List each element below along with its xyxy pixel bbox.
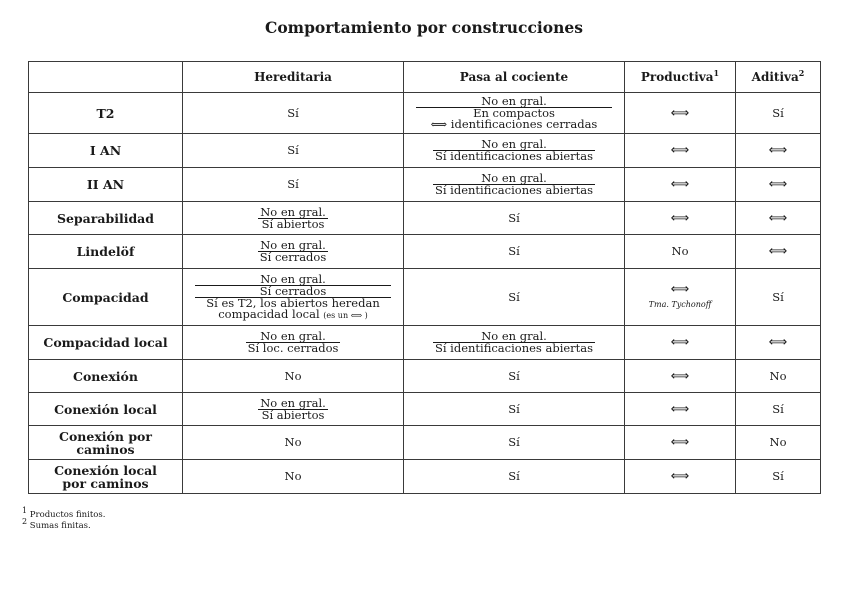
cell-compacidad-local-cociente-bot: Sí identificaciones abiertas [434,341,594,355]
header-productiva [625,62,736,93]
cell-compacidad-hereditaria-top: No en gral. [195,274,391,286]
cell-separabilidad-hereditaria-top: No en gral. [260,204,326,219]
row-label-compacidad: Compacidad [29,269,183,326]
header-productiva-label: Productiva [640,69,714,84]
cell-compacidad-local-cociente [404,326,625,360]
cell-conexion-caminos-cociente: Sí [404,426,625,460]
cell-compacidad-hereditaria-bot1: Sí es T2, los abiertos heredan [206,295,380,310]
cell-compacidad-local-productiva: ⟺ [625,326,736,360]
cell-ian-cociente-bot: Sí identificaciones abiertas [434,149,594,163]
cell-compacidad-local-cociente-top: No en gral. [433,331,595,343]
cell-conexion-caminos-aditiva: No [736,426,821,460]
cell-conexion-local-productiva: ⟺ [625,393,736,426]
corner-cell [29,62,183,93]
cell-conexion-local-hereditaria-bot: Sí abiertos [261,407,325,422]
row-label-lindelof: Lindelöf [29,235,183,269]
cell-lindelof-aditiva: ⟺ [736,235,821,269]
cell-iian-aditiva: ⟺ [736,168,821,202]
cell-lindelof-cociente: Sí [404,235,625,269]
table-row-ian [29,134,821,168]
row-label-conexion-local-caminos-line2: por caminos [62,475,149,491]
cell-ian-productiva: ⟺ [625,134,736,168]
cell-conexion-caminos-hereditaria: No [183,426,404,460]
cell-lindelof-hereditaria-top: No en gral. [258,240,329,252]
header-aditiva-label: Aditiva [751,69,799,84]
cell-ian-aditiva: ⟺ [736,134,821,168]
properties-table [28,61,821,494]
row-label-conexion-local-caminos [29,460,183,494]
table-row-conexion [29,360,821,393]
cell-conexion-local-cociente: Sí [404,393,625,426]
table-row-lindelof [29,235,821,269]
footnote-1-text: Productos finitos. [29,510,106,520]
cell-compacidad-hereditaria-mid: Sí cerrados [195,286,391,298]
header-cociente: Pasa al cociente [404,62,625,93]
cell-lindelof-hereditaria [183,235,404,269]
cell-separabilidad-hereditaria [183,202,404,235]
cell-compacidad-aditiva: Sí [736,269,821,326]
table-row-conexion-caminos [29,426,821,460]
cell-compacidad-local-hereditaria [183,326,404,360]
cell-conexion-hereditaria: No [183,360,404,393]
row-label-ian: I AN [29,134,183,168]
cell-conexion-aditiva: No [736,360,821,393]
row-label-conexion: Conexión [29,360,183,393]
row-label-conexion-caminos-line1: Conexión por [59,428,152,444]
footnote-1 [22,506,106,521]
cell-conexion-local-aditiva: Sí [736,393,821,426]
cell-conexion-local-hereditaria [183,393,404,426]
cell-t2-cociente-bot1: En compactos [473,106,555,120]
cell-conexion-local-caminos-cociente: Sí [404,460,625,494]
cell-conexion-caminos-productiva: ⟺ [625,426,736,460]
cell-conexion-local-caminos-productiva: ⟺ [625,460,736,494]
footnote-ref-1: 1 [713,67,720,78]
page-title: Comportamiento por construcciones [265,18,583,37]
footnote-2 [22,517,105,532]
cell-compacidad-cociente: Sí [404,269,625,326]
cell-t2-productiva: ⟺ [625,93,736,134]
row-label-conexion-caminos [29,426,183,460]
row-label-separabilidad: Separabilidad [29,202,183,235]
cell-lindelof-productiva: No [625,235,736,269]
header-aditiva [736,62,821,93]
cell-conexion-local-caminos-aditiva: Sí [736,460,821,494]
cell-compacidad-productiva-note: Tma. Tychonoff [648,300,712,309]
row-label-iian: II AN [29,168,183,202]
table-row-compacidad [29,269,821,326]
cell-conexion-productiva: ⟺ [625,360,736,393]
row-label-conexion-local: Conexión local [29,393,183,426]
header-hereditaria: Hereditaria [183,62,404,93]
cell-conexion-local-hereditaria-top: No en gral. [260,395,326,410]
cell-separabilidad-aditiva: ⟺ [736,202,821,235]
cell-compacidad-hereditaria-bot2-line [195,306,391,321]
cell-conexion-cociente: Sí [404,360,625,393]
cell-separabilidad-hereditaria-bot: Sí abiertos [261,216,325,231]
footnote-ref-2: 2 [798,67,805,78]
table-row-separabilidad [29,202,821,235]
footnote-2-text: Sumas finitas. [29,521,91,531]
cell-compacidad-hereditaria [183,269,404,326]
table-row-t2 [29,93,821,134]
table-row-conexion-local [29,393,821,426]
cell-iian-productiva: ⟺ [625,168,736,202]
row-label-t2: T2 [29,93,183,134]
cell-compacidad-local-hereditaria-bot: Sí loc. cerrados [247,341,339,355]
cell-iian-cociente-bot: Sí identificaciones abiertas [434,183,594,197]
cell-compacidad-productiva [625,269,736,326]
cell-t2-aditiva: Sí [736,93,821,134]
row-label-conexion-local-caminos-line1: Conexión local [54,462,157,478]
cell-ian-cociente [404,134,625,168]
cell-t2-hereditaria: Sí [183,93,404,134]
cell-iian-cociente [404,168,625,202]
cell-compacidad-hereditaria-bot2: compacidad local [218,306,320,321]
cell-ian-cociente-top: No en gral. [433,139,595,151]
cell-t2-cociente-top: No en gral. [416,96,612,108]
cell-t2-cociente-bot2: ⟺ identificaciones cerradas [430,117,598,131]
cell-conexion-local-caminos-hereditaria: No [183,460,404,494]
table-row-conexion-local-caminos [29,460,821,494]
header-row [29,62,821,93]
cell-separabilidad-productiva: ⟺ [625,202,736,235]
cell-iian-cociente-top: No en gral. [433,173,595,185]
cell-t2-cociente [404,93,625,134]
row-label-compacidad-local: Compacidad local [29,326,183,360]
cell-compacidad-productiva-arrow: ⟺ [670,282,690,297]
footnote-2-number: 2 [22,517,28,527]
table-row-iian [29,168,821,202]
footnote-1-number: 1 [22,506,28,516]
cell-separabilidad-cociente: Sí [404,202,625,235]
cell-lindelof-hereditaria-bot: Sí cerrados [259,250,327,264]
cell-ian-hereditaria: Sí [183,134,404,168]
cell-iian-hereditaria: Sí [183,168,404,202]
cell-compacidad-local-aditiva: ⟺ [736,326,821,360]
cell-compacidad-local-hereditaria-top: No en gral. [246,331,341,343]
footnotes [22,506,106,532]
cell-compacidad-hereditaria-bot-small: (es un ⟺ ) [323,310,368,320]
table-row-compacidad-local [29,326,821,360]
row-label-conexion-caminos-line2: caminos [76,441,135,457]
